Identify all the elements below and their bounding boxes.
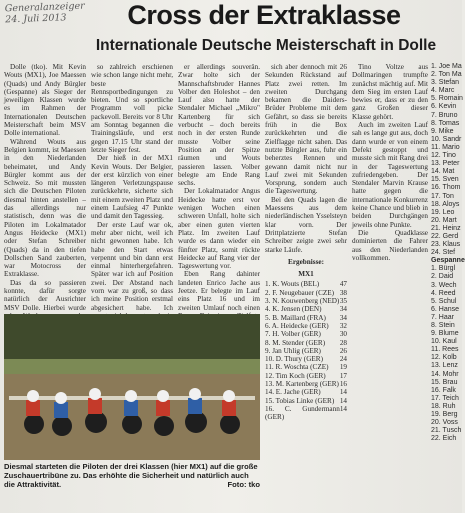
adjacent-entry: 16. Thom xyxy=(431,184,461,192)
motocross-start-illustration xyxy=(4,314,260,460)
note-source: Generalanzeiger xyxy=(4,0,85,15)
results-rider: 13. M. Kartenberg (GER) xyxy=(265,379,339,388)
paragraph: Der Lokalmatador Angus Heidecke hatte erst vor wenigen Wochen einen schweren Unfall, holte sich aber einen guten vierten Platz. Im zweiten Lauf wurde es dann wieder ein fünfter Platz, somit rückte Heidecke auf Rang vier der Tageswertung vor. xyxy=(178,187,260,271)
results-rider: 2. F. Neugebauer (CZE) xyxy=(265,288,335,297)
results-class: MX1 xyxy=(298,270,314,279)
adjacent-entry: 3. Stefan xyxy=(431,79,460,87)
results-points: 26 xyxy=(339,346,347,355)
results-points: 35 xyxy=(339,297,347,306)
adjacent-entry: 21. Tusch xyxy=(431,427,462,435)
adjacent-entry: 5. Schul xyxy=(431,297,457,305)
adjacent-entry: 14. Mohr xyxy=(431,370,459,378)
results-row xyxy=(265,372,347,380)
photo-credit: Foto: tko xyxy=(227,480,260,489)
paragraph: Dolle (tko). Mit Kevin Wouts (MX1), Joe Maessen (Quads) und Andy Bürgler (Gespanne) als Sieger der jeweiligen Klassen wurde es im Rahmen der Internationalen Deutschen Meisterschaft beim MSV Dolle international. xyxy=(4,63,86,138)
results-row xyxy=(265,297,347,305)
adjacent-entry: 9. Mike xyxy=(431,127,454,135)
results-rider: 6. A. Heidecke (GER) xyxy=(265,321,329,330)
results-points: 17 xyxy=(339,371,347,380)
results-points: 32 xyxy=(339,321,347,330)
results-rider: 15. Tobias Linke (GER) xyxy=(265,396,335,405)
adjacent-entry: 18. Ruh xyxy=(431,402,456,410)
results-row xyxy=(265,322,347,330)
results-points: 47 xyxy=(339,280,347,289)
adjacent-entry: 17. Teich xyxy=(431,394,459,402)
paragraph: Tino Voltze aus Dollmaringen trumpfte zunächst mächtig auf. Mit dem Sieg im ersten Lauf bewies er, dass er zu den ganz Großen dieser Klasse gehört. xyxy=(352,63,428,121)
adjacent-entry: 15. Sven xyxy=(431,176,459,184)
adjacent-entry: 8. Stein xyxy=(431,322,455,329)
results-points: 14 xyxy=(339,404,347,413)
adjacent-entry: 21. Heinz xyxy=(431,224,461,232)
adjacent-entry: 1. Joe Ma xyxy=(431,63,462,70)
article-column-1 xyxy=(4,63,86,310)
adjacent-entry: 24. Stef xyxy=(431,249,456,257)
results-row xyxy=(265,314,347,322)
adjacent-entry: 10. Sandr xyxy=(431,135,462,143)
paragraph: er allerdings souverän. Zwar holte sich der Mannschaftsbruder Hannes Volber den Holeshot – den Lauf also hatte der Stendaler Michael „Mikro" Kartenberg für sich verbucht – doch bereits noch in der ersten Runde musste Volber seine Position an der Spitze räumen und Wouts passieren lassen. Volber belegte am Ende Rang sechs. xyxy=(178,63,260,188)
adjacent-entry: 18. Aloys xyxy=(431,200,460,208)
adjacent-entry: 4. Marc xyxy=(431,87,455,95)
results-points: 24 xyxy=(339,355,347,364)
adjacent-entry: 12. Kolb xyxy=(431,354,457,362)
paragraph: sich aber dennoch mit 26 Sekunden Rückstand auf Platz zwei retten. Im zweiten Durchgang bekamen die Daiders-Brüder Probleme mit dem Gefährt, so dass sie bereits früh in die Box zurückkehrten und die Zielflagge nicht sahen. Das nutzte Bürgler aus, fuhr ein beherztes Rennen und gewann damit nicht nur Lauf zwei mit Sekunden Vorsprung, sondern auch die Tageswertung. xyxy=(265,63,347,196)
results-points: 14 xyxy=(339,388,347,397)
results-rider: 1. K. Wouts (BEL) xyxy=(265,280,320,289)
adjacent-entry: 5. Romain xyxy=(431,95,463,103)
results-block xyxy=(265,258,347,422)
headline: Cross der Extraklasse xyxy=(127,0,401,30)
results-heading: Ergebnisse: xyxy=(288,257,324,266)
results-rider: 14. E. Jache (GER) xyxy=(265,388,321,397)
adjacent-entry: 10. Kaul xyxy=(431,338,457,346)
results-rider: 4. K. Jensen (DEN) xyxy=(265,305,322,314)
results-list xyxy=(265,280,347,421)
results-rider: 7. H. Volber (GER) xyxy=(265,330,321,339)
results-row xyxy=(265,397,347,405)
adjacent-entry: 22. Gerd xyxy=(431,232,459,240)
results-rider: 5. B. Maillard (FRA) xyxy=(265,313,326,322)
note-date: 24. Juli 2013 xyxy=(5,12,67,26)
results-row xyxy=(265,388,347,396)
caption-text: Diesmal starteten die Piloten der drei Klassen (hier MX1) auf die große Zuschauertribüne zu. Das erhöhte die Sicherheit und natürlich auch die Attraktivität. xyxy=(4,462,258,489)
results-rider: 12. Tim Koch (GER) xyxy=(265,371,326,380)
adjacent-entry: 17. Ton xyxy=(431,192,454,200)
results-points: 28 xyxy=(339,338,347,347)
results-row xyxy=(265,289,347,297)
results-rider: 16. C. Gundermann (GER) xyxy=(265,404,340,422)
paragraph: Die Quadklasse dominierten die Fahrer aus den Niederlanden vollkommen. xyxy=(352,228,428,262)
results-rider: 8. M. Stender (GER) xyxy=(265,338,326,347)
results-points: 34 xyxy=(339,313,347,322)
adjacent-entry: 13. Peter xyxy=(431,160,460,168)
adjacent-entry: 3. Wech xyxy=(431,281,457,289)
paragraph: Auch im zweiten Lauf sah es lange gut aus, doch dann wurde er von einem Defekt gestoppt und musste sich mit Rang drei in der Tageswertung zufriedengeben. Der Stendaler Marvin Krause hatte gegen die internationale Konkurrenz keine Chance und blieb in beiden Durchgängen jeweils ohne Punkte. xyxy=(352,121,428,229)
paragraph: Der erste Lauf war ok, mehr aber nicht, weil ich nicht gewonnen habe. Ich habe den Start etwas verpennt und bin dann erst einmal hinterhergefahren. Später war ich auf Position zwei. Der Abstand nach vorn war zu groß, so dass ich meine Position erstmal abgesichert habe. Ich xyxy=(91,220,173,312)
paragraph: Der hieß in der MX1 Kevin Wouts. Der Belgier, der erst kürzlich von einer längeren Verletzungspause zurückkehrte, sicherte sich mit einem zweiten Platz und einem Laufsieg 47 Punkte und damit den Tagessieg. xyxy=(91,154,173,221)
adjacent-entry: 4. Reed xyxy=(431,289,456,297)
adjacent-entry: 11. Rees xyxy=(431,346,459,354)
paragraph: so zahlreich erschienen wie schon lange nicht mehr, beste Rennsportbedingungen zu bieten. Und so sportliche Programm voll picke packevoll. Bereits vor 8 Uhr am Sonntag begannen die Trainingsläufe, und erst gegen 17.15 Uhr stand der letzte Sieger fest. xyxy=(91,63,173,154)
paragraph: Während Wouts aus Belgien kommt, ist Maessen in den Niederlanden beheimatet, und Andy Bürgler kommt aus der Schweiz. So mit mussten sich die Deutschen Piloten diesmal hinten anstellen – das allerdings nur statistisch, denn was die Piloten im Lokalmatador Angus Heidecke (MX1) oder Stefan Schreiber (Quads) da in den tiefen Dollschen Sand zauberten, war Motocross der Extraklasse. xyxy=(4,137,86,279)
adjacent-entry: 19. Leo xyxy=(431,208,455,216)
results-row xyxy=(265,330,347,338)
handwritten-note xyxy=(5,1,86,26)
results-rider: 9. Jan Uhlig (GER) xyxy=(265,346,321,355)
results-rider: 10. D. Thury (GER) xyxy=(265,355,323,364)
results-row xyxy=(265,339,347,347)
results-row xyxy=(265,363,347,371)
adjacent-entry: 19. Berg xyxy=(431,411,458,419)
adjacent-entry: 12. Tino xyxy=(431,152,456,160)
adjacent-entry: 23. Klaus xyxy=(431,241,461,249)
adjacent-entry: 13. Lenz xyxy=(431,362,458,370)
results-points: 34 xyxy=(339,305,347,314)
adjacent-entry: Gespanne xyxy=(431,257,465,265)
results-row xyxy=(265,355,347,363)
results-points: 16 xyxy=(339,379,347,388)
adjacent-entry: 8. Tomas xyxy=(431,119,460,127)
adjacent-entry: 6. Kevin xyxy=(431,103,457,111)
results-rider: 3. N. Kouwenberg (NED) xyxy=(265,297,340,306)
race-photo xyxy=(4,314,260,460)
adjacent-entry: 20. Mart xyxy=(431,216,457,224)
results-row xyxy=(265,347,347,355)
adjacent-entry: 1. Bürgl xyxy=(431,265,456,273)
paragraph: Das da so passieren konnte, dafür sorgte natürlich der Ausrichter MSV Dolle. Hierbei wurde xyxy=(4,278,86,312)
results-row xyxy=(265,280,347,288)
adjacent-entry: 22. Eich xyxy=(431,435,457,443)
article-column-4 xyxy=(265,63,347,511)
adjacent-list xyxy=(431,63,465,443)
adjacent-entry: 2. Ton Ma xyxy=(431,71,462,79)
adjacent-entry: 6. Hanse xyxy=(431,305,460,313)
adjacent-results-column xyxy=(431,63,465,511)
results-row xyxy=(265,380,347,388)
results-rider: 11. R. Woschta (CZE) xyxy=(265,363,329,372)
adjacent-entry: 11. Mario xyxy=(431,143,460,151)
paragraph: Bei den Quads lagen die Maessens aus dem niederländischen Ysselsteyn klar vorn. Der Drittplatzierte Stefan Schreiber zeigte zwei sehr starke Läufe. xyxy=(265,195,347,254)
paragraph: Eben Rang dahinter landeten Enrico Jache aus Jeetze. Er belegte im Lauf eins Platz 16 und im zweiten Umlauf noch einen xyxy=(178,270,260,312)
photo-caption xyxy=(4,462,260,489)
adjacent-entry: 2. Daid xyxy=(431,273,454,281)
adjacent-entry: 7. Bruno xyxy=(431,111,458,119)
adjacent-entry: 7. Haar xyxy=(431,313,454,321)
results-row xyxy=(265,405,347,422)
subheadline: Internationale Deutsche Meisterschaft in Dolle xyxy=(95,37,437,54)
results-points: 19 xyxy=(339,363,347,372)
adjacent-entry: 15. Brau xyxy=(431,378,458,386)
adjacent-entry: 14. Mat xyxy=(431,168,455,176)
adjacent-entry: 20. Voss xyxy=(431,419,458,427)
results-points: 14 xyxy=(339,396,347,405)
results-points: 38 xyxy=(339,288,347,297)
adjacent-entry: 16. Falk xyxy=(431,386,456,394)
results-points: 30 xyxy=(339,330,347,339)
adjacent-entry: 9. Blume xyxy=(431,330,459,338)
results-row xyxy=(265,305,347,313)
article-column-2 xyxy=(91,63,173,310)
article-column-5 xyxy=(352,63,428,511)
